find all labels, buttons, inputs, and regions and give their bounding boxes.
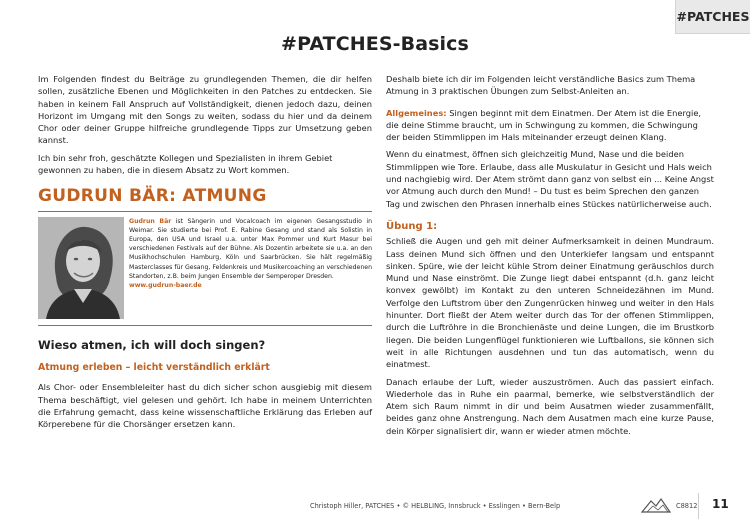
right-column (386, 73, 714, 442)
section-title: GUDRUN BÄR: ATMUNG (38, 186, 267, 207)
breathing-paragraph: Wenn du einatmest, öffnen sich gleichzeitig Mund, Nase und die beiden Stimmlippen wie Tore. Erlaube, dass alle Muskulatur in Gesicht und Hals weich und nachgiebig wird. Der Atem strömt dann ganz von selbst ein ... Keine Angst vor Atmung auch durch den Mund! – Du tust es beim Sprechen den ganzen Tag und zwischen den Phrasen innerhalb eines Stückes natürlicherweise auch. (386, 149, 714, 209)
section-divider (38, 211, 372, 212)
left-column (38, 73, 372, 435)
allgemeines-text: Singen beginnt mit dem Einatmen. Der Atem ist die Energie, die deine Stimme braucht, um in Schwingung zu kommen, die Schwingung der beiden Stimmlippen im Hals miteinander erzeugt deinen Klang. (386, 107, 702, 143)
exercise-1-paragraph-2: Danach erlaube der Luft, wieder auszuströmen. Auch das passiert einfach. Wiederhole das in Ruhe ein paarmal, bemerke, wie selbstverständlich der Atem sich Raum nimmt in dir und beim Ausatmen wieder zusammenfällt, beides ganz ohne Anstrengung. Nach dem Ausatmen mach eine kurze Pause, dein Körper signalisiert dir, wann er wieder atmen möchte. (386, 376, 714, 436)
author-portrait (38, 217, 124, 319)
page-number: 11 (712, 497, 729, 511)
bio-divider (38, 325, 372, 326)
right-paragraph-1: Deshalb biete ich dir im Folgenden leicht verständliche Basics zum Thema Atmung in 3 praktischen Übungen zum Selbst-Anleiten an. (386, 74, 696, 97)
allgemeines-paragraph (386, 107, 714, 144)
footer-credit: Christoph Hiller, PATCHES • © HELBLING, Innsbruck • Esslingen • Bern-Belp (310, 502, 561, 510)
bio-name: Gudrun Bär (129, 217, 172, 225)
article-heading: Wieso atmen, ich will doch singen? (38, 337, 266, 352)
exercise-1-title: Übung 1: (386, 220, 438, 232)
page-title: #PATCHES-Basics (281, 33, 469, 55)
footer-separator (698, 493, 699, 519)
bio-text (129, 217, 372, 319)
author-bio (38, 217, 372, 319)
product-code: C8812 (676, 502, 698, 510)
allgemeines-label: Allgemeines: (386, 107, 447, 118)
bio-description: ist Sängerin und Vocalcoach im eigenen Gesangsstudio in Weimar. Sie studierte bei Prof. E. Rabine Gesang und stand als Solistin in Europa, den USA und Israel u.a. unter Max Pommer und Kurt Masur bei verschiedenen Festivals auf der Bühne. Als Dozentin arbeitete sie u.a. an den Musikhochschulen Hamburg, Köln und Saarbrücken. Sie hält regelmäßig Masterclasses für Gesang, Feldenkreis und Musikercoaching an verschiedenen Standorten, z.B. beim Jungen Ensemble der Semperoper Dresden. (129, 217, 372, 280)
body-paragraph-1: Als Chor- oder Ensembleleiter hast du dich sicher schon ausgiebig mit diesem Thema beschäftigt, viel gelesen und gehört. Ich habe in meinem Unterrichten die Erfahrung gemacht, dass keine wissenschaftliche Erklärung das Erleben auf Körperebene für die Chorsänger ersetzen kann. (38, 382, 372, 430)
intro-paragraph-2: Ich bin sehr froh, geschätzte Kollegen und Spezialisten in ihrem Gebiet gewonnen zu haben, die in diesem Absatz zu Wort kommen. (38, 152, 333, 176)
mountain-logo-icon (641, 497, 671, 513)
bio-website-link[interactable]: www.gudrun-baer.de (129, 282, 202, 290)
exercise-1-paragraph-1: Schließ die Augen und geh mit deiner Aufmerksamkeit in deinen Mundraum. Lass deinen Mund sich öffnen und den Unterkiefer langsam und entspannt sinken. Spüre, wie der leicht kühle Strom deiner Einatmung geräuschlos durch Mund und Nase einströmt. Die Zunge liegt dabei entspannt (d.h. ganz leicht konvex gewölbt) im Kontakt zu den unteren Schneidezähnen im Mund. Verfolge den Luftstrom über den Zungenrücken hinweg und weiter in den Hals hinunter. Dort fließt der Atem weiter durch das Tor der offenen Stimmlippen, durch die Luftröhre in die Bronchienäste und deine Lungen, die im Brustkorb liegen. Die beiden Lungenflügel funktionieren wie Luftballons, sie können sich weit in alle Richtungen ausdehnen und tun das automatisch, wenn du einatmest. (386, 236, 714, 370)
intro-paragraph-1: Im Folgenden findest du Beiträge zu grundlegenden Themen, die dir helfen sollen, zusätzliche Ebenen und Möglichkeiten in den Patches zu entdecken. Sie haben in keinem Fall Anspruch auf Vollständigkeit, dienen jedoch dazu, deinen Horizont im Umgang mit den Songs zu weiten, sodass du hier und da deinem Chor oder deiner Gruppe hilfreiche grundlegende Tipps zur Umsetzung geben kannst. (38, 74, 372, 146)
article-subheading: Atmung erleben – leicht verständlich erklärt (38, 361, 270, 373)
patches-tag: #PATCHES (675, 0, 750, 34)
